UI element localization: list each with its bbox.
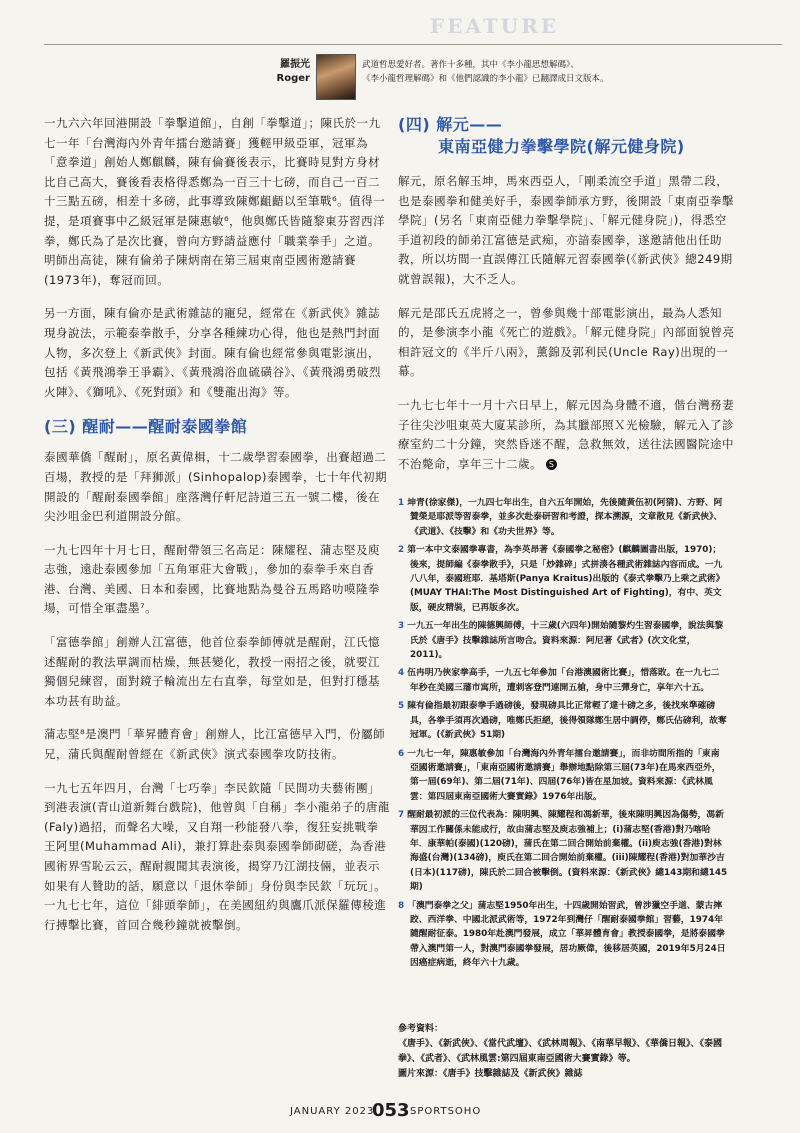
footnote-text: 陳有倫指最初跟泰拳手過磅後，發現磅具比正常輕了達十磅之多，後找來準確磅具，各拳手須再次過磅，唯鄭氏拒絕，後得領隊鄭生居中調停，鄭氏佔磅利，故奪冠軍。(《新武俠》51期)	[407, 701, 727, 741]
right-column	[398, 114, 738, 488]
footnote-number: 1	[398, 498, 405, 508]
references-line: 《唐手》、《新武俠》、《當代武壇》、《武林周報》、《南華早報》、《華僑日報》、《泰國拳》、《武者》、《武林風雲:第四屆東南亞國術大賽實錄》等。	[398, 1039, 723, 1064]
footnote	[398, 496, 728, 539]
footnote-text: 坤青(徐家傑)，一九四七年出生，自六五年開始，先後隨黃伍初(阿猜)、方野、阿贊榮是耶派等習泰拳，並多次赴泰研習和考證，探本溯源，文章散見《新武俠》、《武道》、《技擊》和《功夫世界》等。	[407, 498, 723, 537]
footnote-text: 伍冉明乃俠家拳高手，一九五七年參加「台港澳國術比賽」，惜落敗。在一九七二年秒在美國三藩市寓所，遭刺客登門連開五槍，身中三彈身亡，享年六十五。	[407, 668, 720, 693]
references	[398, 1022, 728, 1082]
end-mark-icon: S	[546, 459, 557, 470]
page-number: 053	[372, 1100, 410, 1121]
footnote	[398, 747, 728, 805]
paragraph: 一九七五年四月，台灣「七巧拳」李民欽隨「民間功夫藝術團」到港表演(青山道新舞台戲院)，他曾與「自稱」李小龍弟子的唐龍(Faly)過招，而聲名大噪，又自翔一秒能發八拳，復狂妄挑戰拳王阿里(Muhammad Ali)，兼打算赴泰與泰國拳師砌磋，為香港國術界雪恥云云，醒耐親聞其表演後，揭穿乃江湖技倆，並表示如果有人贊助的話，願意以「退休拳師」身份與李民欽「玩玩」。一九七七年，這位「緋頭拳師」，在美國紐約與鷹爪派保羅傳稜進行搏擊比賽，首回合幾秒鐘就被擊倒。	[44, 780, 390, 932]
footnote	[398, 543, 728, 615]
section-heading-3: (三) 醒耐——醒耐泰國拳館	[44, 417, 248, 437]
author-bar	[0, 54, 800, 110]
footnote-text: 醒耐最初派的三位代表為：陳明興、陳耀程和馮新華，後來陳明興因為傷勢，馮新華因工作關係未能成行，故由蒲志堅及庾志強補上；(i)蒲志堅(香港)對乃喀哈年．康華帕(泰國)(120磅)，蒲氏在第二回合開始前棄權。(ii)庾志強(香港)對林海盛(台灣)(134磅)，庾氏在第二回合開始前棄權。(iii)陳耀程(香港)對加華沙吉(日本)(117磅)，陳氏於二回合被擊倒。(資料來源：《新武俠》總143期和總145期)	[407, 810, 728, 893]
paragraph: 一九六六年回港開設「拳擊道館」，自創「拳擊道」；陳氏於一九七一年「台灣海內外青年擂台邀請賽」獲輕甲級亞軍，冠軍為「意拳道」創始人鄭麒麟，陳有倫賽後表示，比賽時見對方身材比自己高大，賽後看表格得悉鄭為一百三十七磅，而自己一百二十三點五磅，相差十多磅，此事導致陳鄭齟齬以至筆戰⁶。值得一提，是項賽事中乙級冠軍是陳惠敏⁶，他與鄭氏皆隨黎東芬習西洋拳，鄭氏為了是次比賽，曾向方野請益應付「職業拳手」之道。明師出高徒，陳有倫弟子陳炳南在第三屆東南亞國術邀請賽(1973年)，奪冠而回。	[44, 116, 386, 287]
paragraph-text: 一九七七年十一月十六日早上，解元因為身體不適，偕台灣務妻子往尖沙咀東英大廈某診所，為其臘部照Ｘ光檢驗，解元入了診療室約二十分鐘，突然昏迷不醒，急救無效，送往法國醫院途中不治斃命，享年三十二歲。	[398, 397, 734, 471]
footnote	[398, 899, 728, 971]
left-column	[44, 114, 390, 949]
author-name-en: Roger	[276, 73, 310, 84]
paragraph: 蒲志堅⁸是澳門「華昇體育會」創辦人，比江富德早入門，份屬師兄，蒲氏與醒耐曾經在《新武俠》演式泰國拳攻防技術。	[44, 727, 386, 762]
author-bio	[362, 58, 782, 86]
footnote	[398, 699, 728, 742]
paragraph: 「富德拳館」創辦人江富德，他首位泰拳師傅就是醒耐，江氏憶述醒耐的教法單調而枯燥，無甚變化，教授一兩招之後，就要江獨個兒練習，面對鏡子輪流出左右直拳，每堂如是，但對打穩基本功甚有助益。	[44, 635, 380, 708]
references-line: 圖片來源：《唐手》技擊雜誌及《新武俠》雜誌	[398, 1069, 583, 1079]
footnote	[398, 666, 728, 695]
paragraph: 另一方面，陳有倫亦是武術雜誌的寵兒，經常在《新武俠》雜誌現身說法，示範泰拳散手，分享各種練功心得，他也是熱門封面人物，多次登上《新武俠》封面。陳有倫也經常參與電影演出，包括《黃飛鴻拳王爭霸》、《黃飛鴻浴血硫磺谷》、《黃飛鴻勇破烈火陣》、《獅吼》、《死對頭》和《雙龍出海》等。	[44, 306, 381, 399]
references-heading: 參考資料：	[398, 1024, 444, 1034]
footnote-number: 6	[398, 748, 405, 759]
paragraph: 解元是邵氏五虎將之一，曾參與幾十部電影演出，最為人悉知的，是參演李小龍《死亡的遊戲》。「解元健身院」內部面貌曾亮相許冠文的《半斤八兩》，薰錦及郭利民(Uncle Ray)出現的一幕。	[398, 305, 735, 379]
footnote-number: 5	[398, 701, 405, 712]
footnote-text: 「澳門泰拳之父」蒲志堅1950年出生，十四歲開始習武，曾涉獵空手道、蒙古摔跤、西洋拳、中國北派武術等，1972年到灣仔「醒耐泰國拳館」習藝，1974年隨醒耐征泰。1980年赴澳門發展，成立「華昇體育會」教授泰國拳，是將泰國拳帶入澳門第一人，對澳門泰國拳發展，居功厥偉，後移居英國，2019年5月24日因癌症病逝，終年六十九歲。	[407, 900, 726, 969]
footnote-number: 4	[398, 668, 405, 679]
paragraph: 一九七四年十月七日，醒耐帶領三名高足：陳耀程、蒲志堅及庾志強，遠赴泰國參加「五角軍莊大會戰」，參加的泰拳手來自香港、台灣、美國、日本和泰國，比賽地點為曼谷五馬路叻嗼隆拳場，可惜全軍盡墨⁷。	[44, 542, 380, 616]
section-heading-4-line2: 東南亞健力拳擊學院(解元健身院)	[438, 137, 685, 156]
page-footer	[0, 1100, 800, 1120]
footnote-number: 3	[398, 621, 405, 632]
author-bio-line1: 武道哲思愛好者。著作十多種，其中《李小龍思想解碼》、	[362, 60, 579, 70]
paragraph: 泰國華僑「醒耐」，原名黃偉楫，十二歲學習泰國拳，出賽超過二百場，教授的是「拜狮派」(Sinhopalop)泰國拳，七十年代初期開設的「醒耐泰國拳館」座落灣仔軒尼詩道三五一號二樓，後在尖沙咀金巴利道開設分館。	[44, 450, 387, 524]
footnotes	[398, 496, 728, 975]
footnote	[398, 619, 728, 662]
footnote-number: 2	[398, 545, 405, 556]
section-heading-4-line1: (四) 解元——	[398, 115, 503, 134]
issue-date: JANUARY 2023	[290, 1106, 375, 1117]
footnote-number: 7	[398, 810, 405, 821]
magazine-brand: SPORTSOHO	[410, 1106, 482, 1117]
footnote-text: 第一本中文泰國拳專書，為李英昂著《泰國拳之秘密》(麒麟圖書出版，1970)；後來，提師編《泰拳散手》，只是「炒雜碎」式拼湊各種武術雜誌內容而成。一九八八年，泰國班耶．基塔斯(Panya Kraitus)出版的《泰式拳擊乃上乘之武術》(MUAY THAI:The Most Distinguished Art of Fighting)，有中、英文版，硬皮精裝，已再版多次。	[407, 545, 725, 613]
author-name-zh: 羅振光	[280, 59, 310, 70]
top-divider	[44, 44, 782, 45]
author-photo	[316, 54, 356, 100]
footnote-number: 8	[398, 900, 405, 911]
paragraph: 解元，原名解玉坤，馬來西亞人，「剛柔流空手道」黑帶二段，也是泰國拳和健美好手，泰國拳師承方野，後開設「東南亞拳擊學院」(另名「東南亞健力拳擊學院」、「解元健身院」)，得悉空手道初段的師弟江富德是武痴，亦諳泰國拳，遂邀請他出任助教，所以坊間一直誤傳江氏隨解元習泰國拳(《新武俠》總249期就曾誤報)，大不乏人。	[398, 174, 734, 286]
section-heading-4	[398, 114, 738, 158]
paragraph	[398, 396, 738, 474]
footnote-text: 一九七一年，陳惠敏參加「台灣海內外青年擂台邀請賽」，而非坊間所指的「東南亞國術邀請賽」，「東南亞國術邀請賽」舉辦地點除第三屆(73年)在馬來西亞外，第一屆(69年)、第二屆(71年)、四屆(76年)皆在星加坡。資料來源：《武林風雲：第四屆東南亞國術大賽實錄》1976年出版。	[407, 748, 721, 802]
footnote-text: 一九五一年出生的陳德興師傅，十三歲(六四年)開始隨黎灼生習泰國拳，說法與黎氏於《唐手》技擊雜誌所言吻合。資料來源：阿尼著《武者》(次文化堂，2011)。	[407, 621, 724, 661]
feature-label: FEATURE	[430, 14, 560, 38]
author-name	[277, 58, 310, 86]
footnote	[398, 808, 728, 894]
author-bio-line2: 《李小龍哲理解碼》和《他們認識的李小龍》已翻譯成日文版本。	[362, 74, 609, 84]
